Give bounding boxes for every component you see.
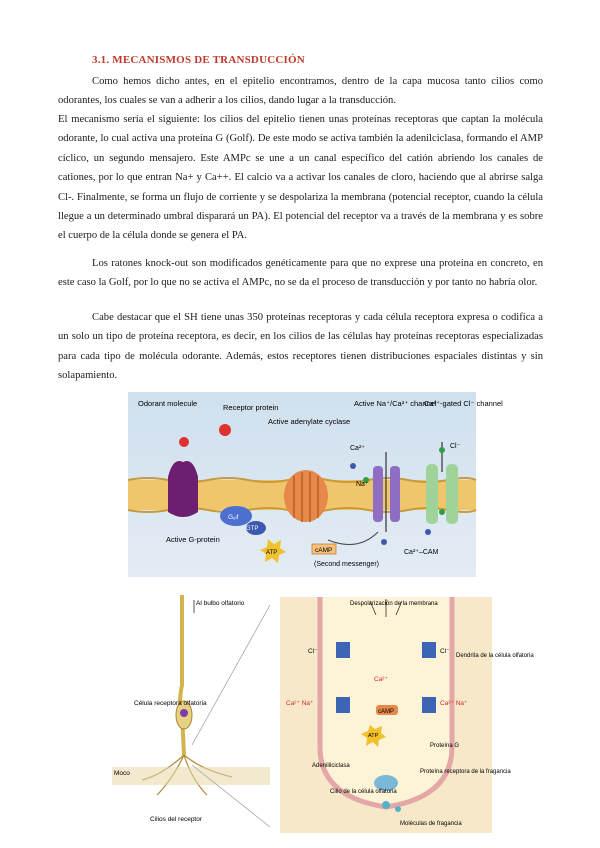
- paragraph-knockout: Los ratones knock-out son modificados genéticamente para que no exprese una proteína en concreto, en este caso la Golf, por lo que no se activa el AMPc, no se da el proceso de transducción y por tanto no habría olor.: [58, 258, 543, 289]
- cilium-detail-figure: [280, 597, 534, 833]
- cation-channel-left: [336, 697, 350, 713]
- label-cl: Cl⁻: [450, 443, 461, 450]
- label-cacam: Ca²⁺–CAM: [404, 549, 439, 556]
- label-cell: Célula receptora olfatoria: [134, 700, 207, 707]
- label-cl-left: Cl⁻: [308, 648, 318, 655]
- label-second: (Second messenger): [314, 561, 379, 568]
- label-gtp: GTP: [246, 526, 259, 532]
- transduction-cascade-figure: [128, 392, 503, 577]
- mucus-layer: [112, 767, 270, 785]
- cation-channel-left: [373, 466, 383, 522]
- label-cl-right: Cl⁻: [440, 648, 450, 655]
- label-cilio: Cilio de la célula olfatoria: [330, 789, 397, 795]
- chloride-channel-left: [426, 464, 438, 524]
- label-odorant: Odorant molecule: [138, 399, 198, 408]
- receptor-cell-figure: [112, 595, 270, 830]
- label-camp: cAMP: [378, 709, 395, 715]
- paragraph-mechanism: El mecanismo sería el siguiente: los cilios del epitelio tienen unas proteínas receptoras que captan la molécula odorante, lo cual activa una proteína G (Golf). De este modo se activa también la adenilciclasa, formando el AMP cíclico, un segundo mensajero. Este AMPc se une a un canal específico del catión abriendo los canales de cationes, por lo que entran Na+ y Ca++. El calcio va a activar los canales de cloro, haciendo que al abrirse salga Cl-. Finalmente, se forma un flujo de corriente y se despolariza la membrana (potencial receptor, cuando la célula llegue a un determinado umbral disparará un PA). El potencial del receptor va a través de la membrana y es sobre el cuerpo de la célula donde se genera el PA.: [58, 114, 543, 242]
- paragraph-intro: Como hemos dicho antes, en el epitelio encontramos, dentro de la capa mucosa tanto cilios como odorantes, los cuales se van a adherir a los cilios, dando lugar a la transducción.: [58, 76, 543, 107]
- label-na: Na⁺: [356, 481, 369, 488]
- label-adenyl: Adenililciclasa: [312, 763, 350, 769]
- axon-shape: [180, 595, 184, 755]
- label-gprotein: Active G-protein: [166, 535, 220, 544]
- label-receptor: Proteína receptora de la fragancia: [420, 769, 511, 775]
- chloride-channel-right: [446, 464, 458, 524]
- label-bulb: Al bulbo olfatorio: [196, 600, 245, 607]
- paragraph-receptors: Cabe destacar que el SH tiene unas 350 proteínas receptoras y cada célula receptora expresa o codifica a un solo un tipo de proteína receptora, es decir, en los cilios de las células hay proteínas receptoras especializadas para cada tipo de molécula odorante. Además, estos receptores tienen distribuciones espaciales distintas y sin solapamiento.: [58, 312, 543, 382]
- label-cilios: Cilios del receptor: [150, 816, 203, 823]
- label-molecules: Moléculas de fragancia: [400, 821, 462, 827]
- receptor-protein-shape: [168, 461, 198, 517]
- label-ca-na-right: Ca²⁺ Na⁺: [440, 700, 468, 707]
- adenylate-cyclase-shape: [284, 470, 328, 522]
- cl-channel-left: [336, 642, 350, 658]
- label-cyclase: Active adenylate cyclase: [268, 417, 351, 426]
- cation-channel-right: [422, 697, 436, 713]
- label-moco: Moco: [114, 770, 130, 777]
- odorant-molecule-dot-2: [219, 424, 231, 436]
- label-depol: Despolarización de la membrana: [350, 601, 438, 607]
- cation-channel-right: [390, 466, 400, 522]
- label-camp: cAMP: [315, 547, 333, 554]
- label-ca: Ca²⁺: [374, 676, 388, 683]
- odorant-molecule-dot: [179, 437, 189, 447]
- label-ca: Ca²⁺: [350, 445, 365, 452]
- label-ca-na-left: Ca²⁺ Na⁺: [286, 700, 314, 707]
- label-dendrite: Dendrita de la célula olfatoria: [456, 653, 534, 659]
- label-golf: Gₒₗf: [228, 514, 239, 521]
- label-atp: ATP: [266, 550, 278, 556]
- section-title: 3.1. MECANISMOS DE TRANSDUCCIÓN: [92, 54, 305, 66]
- label-channel2: Ca²⁺-gated Cl⁻ channel: [424, 399, 503, 408]
- label-atp: ATP: [368, 733, 379, 739]
- label-gprot: Proteína G: [430, 743, 460, 749]
- cl-channel-right: [422, 642, 436, 658]
- label-receptor: Receptor protein: [223, 403, 279, 412]
- label-channel1: Active Na⁺/Ca²⁺ channel: [354, 399, 437, 408]
